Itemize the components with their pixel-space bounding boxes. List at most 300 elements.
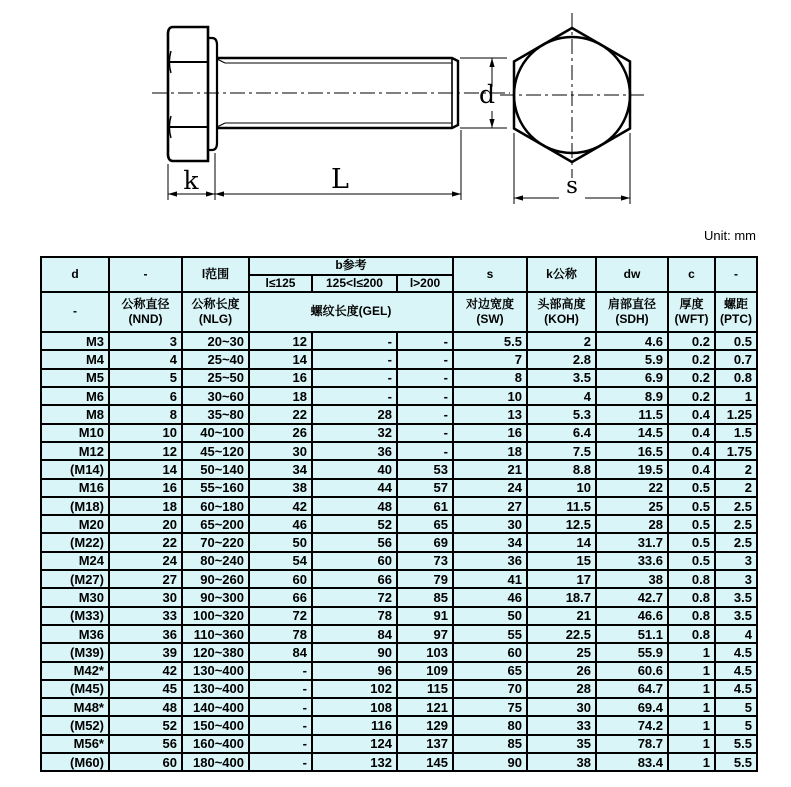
table-cell: 14.5 <box>596 424 668 442</box>
bolt-technical-drawing <box>140 8 665 220</box>
table-cell: 180~400 <box>182 753 249 771</box>
table-cell: 108 <box>312 698 397 716</box>
table-cell: 0.2 <box>668 350 715 368</box>
table-cell: - <box>397 405 453 423</box>
thread-size-cell: M16 <box>41 479 109 497</box>
table-cell: 160~400 <box>182 735 249 753</box>
table-cell: 121 <box>397 698 453 716</box>
table-cell: 0.8 <box>715 369 757 387</box>
table-cell: 38 <box>596 570 668 588</box>
table-cell: 19.5 <box>596 460 668 478</box>
table-cell: 137 <box>397 735 453 753</box>
table-row <box>41 662 757 680</box>
table-cell: 4 <box>715 625 757 643</box>
header-line: 公称长度 <box>191 296 240 311</box>
thread-size-cell: (M39) <box>41 643 109 661</box>
col-header2-wft <box>668 292 715 332</box>
table-cell: 33 <box>109 607 182 625</box>
table-row <box>41 643 757 661</box>
table-row <box>41 515 757 533</box>
table-cell: 45 <box>109 680 182 698</box>
header-line: (SW) <box>476 312 504 327</box>
table-cell: 25~50 <box>182 369 249 387</box>
table-cell: - <box>397 442 453 460</box>
table-cell: 16 <box>249 369 312 387</box>
table-cell: 65 <box>397 515 453 533</box>
table-cell: 40 <box>312 460 397 478</box>
arrowhead <box>621 195 630 200</box>
thread-size-cell: M4 <box>41 350 109 368</box>
table-cell: 18 <box>109 497 182 515</box>
table-cell: 130~400 <box>182 680 249 698</box>
table-cell: 4 <box>527 387 596 405</box>
table-cell: 1 <box>668 643 715 661</box>
table-cell: 46.6 <box>596 607 668 625</box>
table-cell: 72 <box>249 607 312 625</box>
table-cell: 35 <box>527 735 596 753</box>
thread-runout <box>217 123 225 127</box>
table-cell: 5.5 <box>715 735 757 753</box>
table-cell: 48 <box>312 497 397 515</box>
table-cell: - <box>312 369 397 387</box>
table-cell: 0.8 <box>668 588 715 606</box>
table-cell: 75 <box>453 698 527 716</box>
table-cell: 66 <box>312 570 397 588</box>
thread-size-cell: M6 <box>41 387 109 405</box>
table-cell: 5.9 <box>596 350 668 368</box>
table-cell: 33.6 <box>596 552 668 570</box>
thread-size-cell: (M18) <box>41 497 109 515</box>
table-cell: 5 <box>109 369 182 387</box>
table-row <box>41 570 757 588</box>
thread-size-cell: M30 <box>41 588 109 606</box>
arrowhead <box>452 191 461 196</box>
table-cell: 1.5 <box>715 424 757 442</box>
table-cell: 22 <box>249 405 312 423</box>
table-cell: 90 <box>453 753 527 771</box>
thread-size-cell: M48* <box>41 698 109 716</box>
table-cell: 25~40 <box>182 350 249 368</box>
table-cell: 4 <box>109 350 182 368</box>
table-cell: 25 <box>527 643 596 661</box>
thread-size-cell: M42* <box>41 662 109 680</box>
table-cell: 36 <box>109 625 182 643</box>
table-cell: 0.4 <box>668 442 715 460</box>
table-cell: 38 <box>527 753 596 771</box>
table-cell: 16.5 <box>596 442 668 460</box>
table-cell: 22 <box>109 533 182 551</box>
table-cell: 2.8 <box>527 350 596 368</box>
col-header2-koh <box>527 292 596 332</box>
thread-size-cell: M5 <box>41 369 109 387</box>
table-cell: 4.5 <box>715 662 757 680</box>
header-line: (PTC) <box>720 312 752 327</box>
header-line: (SDH) <box>615 312 649 327</box>
col-header-c: c <box>668 257 715 292</box>
table-cell: 0.8 <box>668 607 715 625</box>
table-cell: 60 <box>312 552 397 570</box>
table-cell: 0.5 <box>715 332 757 350</box>
table-cell: 46 <box>249 515 312 533</box>
table-cell: 45~120 <box>182 442 249 460</box>
table-cell: 42 <box>109 662 182 680</box>
col-header2-nlg <box>182 292 249 332</box>
table-row <box>41 588 757 606</box>
table-cell: 40~100 <box>182 424 249 442</box>
table-cell: 78 <box>312 607 397 625</box>
table-cell: 48 <box>109 698 182 716</box>
table-cell: 6.9 <box>596 369 668 387</box>
col-subheader-125-200: 125<l≤200 <box>312 275 397 293</box>
header-row-2 <box>41 292 757 332</box>
table-cell: 14 <box>249 350 312 368</box>
table-cell: 54 <box>249 552 312 570</box>
table-cell: - <box>397 387 453 405</box>
table-cell: 34 <box>249 460 312 478</box>
table-cell: 66 <box>249 588 312 606</box>
table-cell: 85 <box>397 588 453 606</box>
table-cell: 14 <box>527 533 596 551</box>
thread-size-cell: (M33) <box>41 607 109 625</box>
table-cell: 90~300 <box>182 588 249 606</box>
table-cell: 2.5 <box>715 497 757 515</box>
table-row <box>41 460 757 478</box>
table-cell: 3 <box>109 332 182 350</box>
table-cell: 69 <box>397 533 453 551</box>
table-cell: 51.1 <box>596 625 668 643</box>
table-cell: 96 <box>312 662 397 680</box>
col-header2-gel: 螺纹长度(GEL) <box>249 292 453 332</box>
table-cell: 0.8 <box>668 625 715 643</box>
table-cell: 3.5 <box>527 369 596 387</box>
table-cell: 25 <box>596 497 668 515</box>
table-cell: 50~140 <box>182 460 249 478</box>
table-cell: 3 <box>715 570 757 588</box>
table-cell: 17 <box>527 570 596 588</box>
table-cell: 56 <box>312 533 397 551</box>
table-cell: 0.2 <box>668 332 715 350</box>
table-cell: 30 <box>453 515 527 533</box>
table-cell: 84 <box>249 643 312 661</box>
table-cell: 57 <box>397 479 453 497</box>
table-cell: 44 <box>312 479 397 497</box>
table-cell: 78.7 <box>596 735 668 753</box>
table-cell: 14 <box>109 460 182 478</box>
table-cell: 1 <box>668 735 715 753</box>
col-header2-dash: - <box>41 292 109 332</box>
table-cell: 97 <box>397 625 453 643</box>
table-cell: 65~200 <box>182 515 249 533</box>
table-cell: 16 <box>453 424 527 442</box>
thread-size-cell: M36 <box>41 625 109 643</box>
table-cell: 115 <box>397 680 453 698</box>
thread-size-cell: M56* <box>41 735 109 753</box>
table-cell: 90 <box>312 643 397 661</box>
table-row <box>41 332 757 350</box>
table-cell: 18 <box>453 442 527 460</box>
table-cell: 5.5 <box>453 332 527 350</box>
spec-table-head <box>41 257 757 332</box>
header-line: (WFT) <box>674 312 709 327</box>
table-cell: 60 <box>109 753 182 771</box>
table-cell: - <box>249 753 312 771</box>
table-cell: 10 <box>109 424 182 442</box>
col-header2-sdh <box>596 292 668 332</box>
table-cell: 28 <box>527 680 596 698</box>
col-header-dash-nnd: - <box>109 257 182 292</box>
thread-size-cell: M12 <box>41 442 109 460</box>
table-cell: 90~260 <box>182 570 249 588</box>
spec-table-body <box>41 332 757 771</box>
table-cell: 0.5 <box>668 497 715 515</box>
table-cell: 0.4 <box>668 405 715 423</box>
table-cell: 79 <box>397 570 453 588</box>
table-cell: 11.5 <box>596 405 668 423</box>
table-cell: 73 <box>397 552 453 570</box>
table-cell: 2.5 <box>715 515 757 533</box>
thread-size-cell: (M27) <box>41 570 109 588</box>
dim-label-k: k <box>183 166 199 195</box>
table-cell: 124 <box>312 735 397 753</box>
thread-size-cell: (M45) <box>41 680 109 698</box>
table-cell: 12 <box>249 332 312 350</box>
table-cell: 70~220 <box>182 533 249 551</box>
table-cell: 3.5 <box>715 588 757 606</box>
header-line: (NLG) <box>198 312 233 327</box>
table-cell: 55~160 <box>182 479 249 497</box>
table-cell: 22.5 <box>527 625 596 643</box>
header-line: 公称直径 <box>121 296 170 311</box>
table-row <box>41 479 757 497</box>
table-row <box>41 424 757 442</box>
table-cell: 2 <box>715 479 757 497</box>
table-cell: 70 <box>453 680 527 698</box>
table-cell: - <box>249 680 312 698</box>
table-cell: 4.5 <box>715 680 757 698</box>
arrowhead <box>168 191 177 196</box>
table-cell: 35~80 <box>182 405 249 423</box>
table-cell: 26 <box>527 662 596 680</box>
thread-size-cell: M3 <box>41 332 109 350</box>
header-line: 螺距 <box>723 296 748 311</box>
table-cell: 7.5 <box>527 442 596 460</box>
table-cell: 32 <box>312 424 397 442</box>
table-cell: 21 <box>453 460 527 478</box>
table-row <box>41 607 757 625</box>
header-line: (KOH) <box>544 312 579 327</box>
table-cell: 0.2 <box>668 369 715 387</box>
table-cell: 8.9 <box>596 387 668 405</box>
arrowhead <box>206 191 215 196</box>
table-cell: 12 <box>109 442 182 460</box>
table-cell: 1.25 <box>715 405 757 423</box>
table-cell: - <box>397 424 453 442</box>
table-cell: 0.4 <box>668 424 715 442</box>
table-cell: 30 <box>527 698 596 716</box>
table-cell: 28 <box>596 515 668 533</box>
table-cell: 145 <box>397 753 453 771</box>
table-cell: 0.5 <box>668 515 715 533</box>
col-header-dash-ptc: - <box>715 257 757 292</box>
table-cell: 74.2 <box>596 716 668 734</box>
table-cell: 56 <box>109 735 182 753</box>
table-cell: 5.5 <box>715 753 757 771</box>
table-cell: 27 <box>453 497 527 515</box>
table-cell: - <box>312 387 397 405</box>
table-cell: 3 <box>715 552 757 570</box>
table-cell: 5 <box>715 698 757 716</box>
table-cell: 36 <box>453 552 527 570</box>
dim-label-L: L <box>331 164 349 195</box>
table-cell: 0.2 <box>668 387 715 405</box>
table-cell: - <box>397 332 453 350</box>
table-cell: 0.4 <box>668 460 715 478</box>
header-line: 对边宽度 <box>465 296 514 311</box>
header-line: 头部高度 <box>537 296 586 311</box>
table-cell: 34 <box>453 533 527 551</box>
table-cell: 0.5 <box>668 479 715 497</box>
col-header-l-range: l范围 <box>182 257 249 292</box>
table-cell: 36 <box>312 442 397 460</box>
thread-size-cell: M10 <box>41 424 109 442</box>
table-cell: 65 <box>453 662 527 680</box>
table-cell: 30 <box>109 588 182 606</box>
table-cell: 1 <box>668 716 715 734</box>
table-row <box>41 533 757 551</box>
table-cell: 2 <box>715 460 757 478</box>
table-row <box>41 552 757 570</box>
table-cell: 140~400 <box>182 698 249 716</box>
table-cell: 64.7 <box>596 680 668 698</box>
col-header2-ptc <box>715 292 757 332</box>
table-cell: 52 <box>312 515 397 533</box>
table-cell: 50 <box>453 607 527 625</box>
table-cell: 26 <box>249 424 312 442</box>
table-cell: 4.6 <box>596 332 668 350</box>
table-cell: 1 <box>668 662 715 680</box>
table-cell: 41 <box>453 570 527 588</box>
arrowhead <box>489 119 494 128</box>
table-row <box>41 350 757 368</box>
table-cell: 39 <box>109 643 182 661</box>
table-cell: 55.9 <box>596 643 668 661</box>
table-cell: 2.5 <box>715 533 757 551</box>
table-cell: 1 <box>668 698 715 716</box>
table-cell: 24 <box>109 552 182 570</box>
table-row <box>41 387 757 405</box>
table-cell: 84 <box>312 625 397 643</box>
thread-size-cell: M24 <box>41 552 109 570</box>
table-cell: 4.5 <box>715 643 757 661</box>
table-cell: 61 <box>397 497 453 515</box>
table-cell: - <box>249 735 312 753</box>
table-cell: 80 <box>453 716 527 734</box>
thread-size-cell: (M60) <box>41 753 109 771</box>
table-cell: 52 <box>109 716 182 734</box>
table-row <box>41 698 757 716</box>
dim-label-s: s <box>566 173 578 199</box>
table-cell: 150~400 <box>182 716 249 734</box>
table-cell: 69.4 <box>596 698 668 716</box>
table-cell: 0.5 <box>668 552 715 570</box>
table-cell: 1 <box>668 753 715 771</box>
col-header2-sw <box>453 292 527 332</box>
table-cell: - <box>397 350 453 368</box>
col-header-b-ref: b参考 <box>249 257 453 275</box>
table-cell: 5 <box>715 716 757 734</box>
table-cell: 91 <box>397 607 453 625</box>
table-cell: 78 <box>249 625 312 643</box>
table-cell: 2 <box>527 332 596 350</box>
table-cell: 13 <box>453 405 527 423</box>
table-cell: 60 <box>249 570 312 588</box>
table-cell: 16 <box>109 479 182 497</box>
table-cell: 132 <box>312 753 397 771</box>
table-cell: 129 <box>397 716 453 734</box>
table-cell: 24 <box>453 479 527 497</box>
table-cell: 60.6 <box>596 662 668 680</box>
table-cell: 21 <box>527 607 596 625</box>
table-cell: 0.5 <box>668 533 715 551</box>
table-cell: 20 <box>109 515 182 533</box>
table-cell: 60~180 <box>182 497 249 515</box>
dim-label-d: d <box>478 80 496 109</box>
table-cell: 30 <box>249 442 312 460</box>
table-cell: 109 <box>397 662 453 680</box>
header-row-1 <box>41 257 757 275</box>
table-cell: 103 <box>397 643 453 661</box>
table-cell: 31.7 <box>596 533 668 551</box>
col-subheader-l-gt-200: l>200 <box>397 275 453 293</box>
table-cell: 55 <box>453 625 527 643</box>
table-cell: 80~240 <box>182 552 249 570</box>
washer-face <box>208 38 217 150</box>
table-cell: 1 <box>715 387 757 405</box>
table-cell: 120~380 <box>182 643 249 661</box>
header-line: 肩部直径 <box>607 296 656 311</box>
table-cell: 110~360 <box>182 625 249 643</box>
table-cell: 130~400 <box>182 662 249 680</box>
table-cell: - <box>312 350 397 368</box>
thread-size-cell: (M52) <box>41 716 109 734</box>
header-line: 厚度 <box>679 296 704 311</box>
table-row <box>41 497 757 515</box>
table-cell: 33 <box>527 716 596 734</box>
header-line: (NND) <box>128 312 163 327</box>
thread-size-cell: (M14) <box>41 460 109 478</box>
bolt-head-outline <box>168 27 208 161</box>
table-cell: 6 <box>109 387 182 405</box>
table-cell: 7 <box>453 350 527 368</box>
table-cell: 10 <box>453 387 527 405</box>
table-cell: 100~320 <box>182 607 249 625</box>
unit-label: Unit: mm <box>704 228 756 243</box>
table-cell: 53 <box>397 460 453 478</box>
table-cell: 15 <box>527 552 596 570</box>
arrowhead <box>215 191 224 196</box>
table-cell: 0.8 <box>668 570 715 588</box>
table-row <box>41 405 757 423</box>
thread-size-cell: M20 <box>41 515 109 533</box>
table-cell: 102 <box>312 680 397 698</box>
table-cell: - <box>397 369 453 387</box>
table-cell: 3.5 <box>715 607 757 625</box>
table-cell: 30~60 <box>182 387 249 405</box>
table-cell: 42 <box>249 497 312 515</box>
table-cell: - <box>249 698 312 716</box>
table-cell: 1 <box>668 680 715 698</box>
table-cell: 50 <box>249 533 312 551</box>
